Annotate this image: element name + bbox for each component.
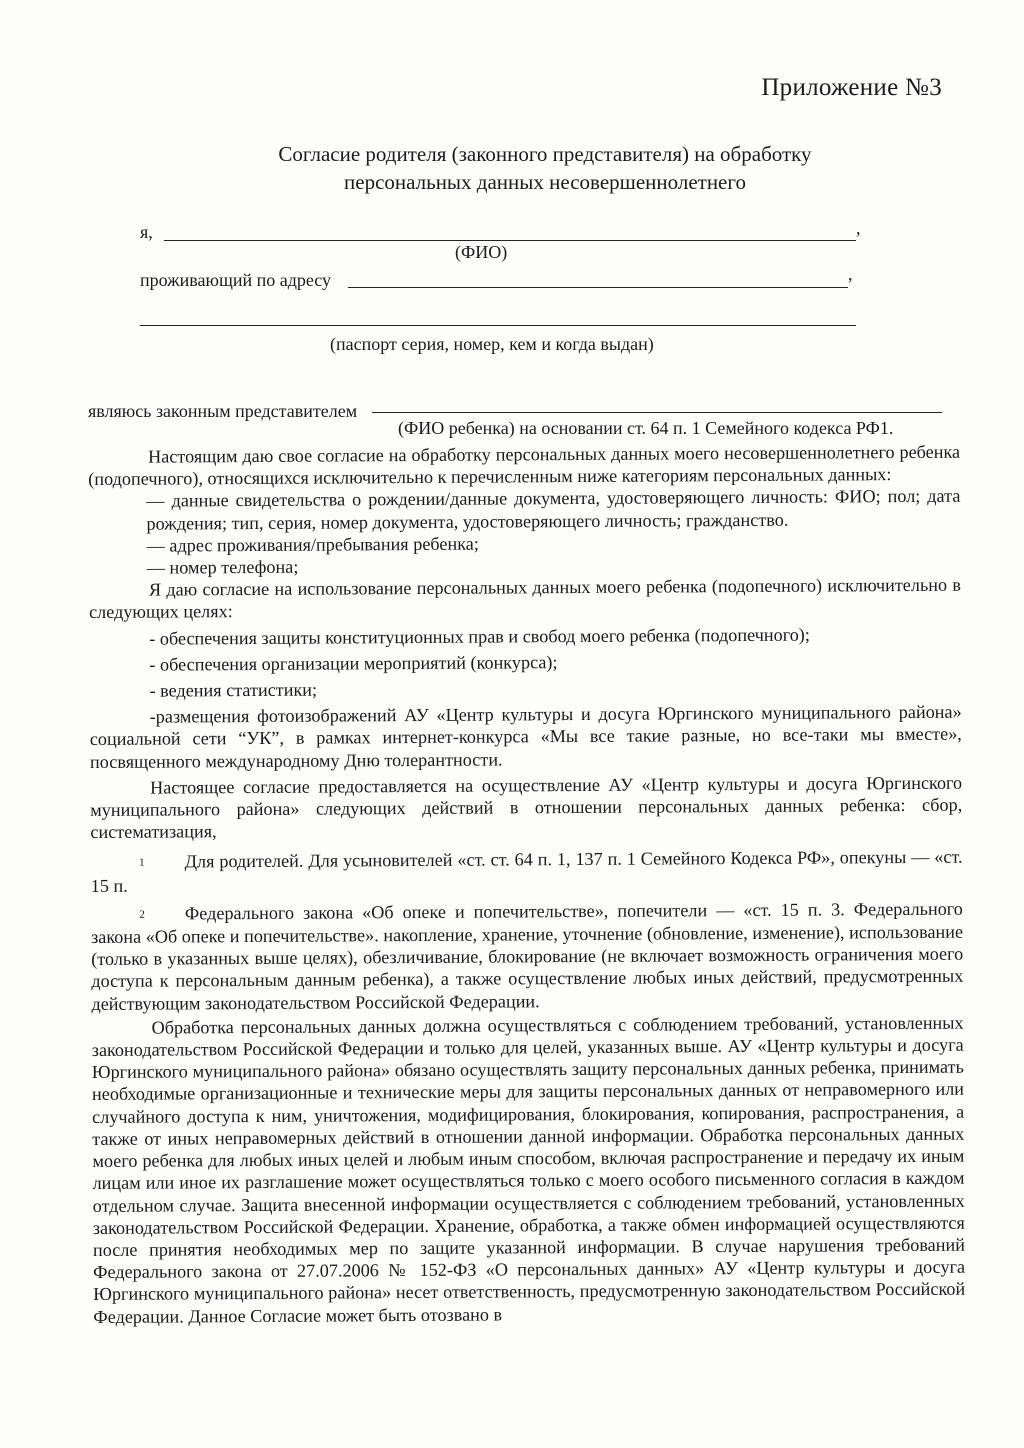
category-1 [88,485,960,535]
goal-3: - ведения статистики; [149,679,318,701]
footnote-1-number: 1 [139,857,145,870]
appendix-number: Приложение №3 [761,74,942,101]
ya-label: я, [140,222,153,242]
footnote-2-number: 2 [139,908,145,921]
address-label: проживающий по адресу [140,270,332,290]
goal-2: - обеспечения организации мероприятий (конкурса); [149,651,558,675]
footnote-2-text: Федерального закона «Об опеке и попечительстве», попечители — «ст. 15 п. 3. Федерального закона «Об опеке и попечительстве». накопление, хранение, уточнение (обновление, изменение), использование (только в указанных выше целях), обезличивание, блокирование (не включает возможность ограничения моего доступа к персональным данным ребенка), а также осуществление любых иных действий, предусмотренных действующим законодательством Российской Федерации. [90,898,964,1014]
consent-paragraph-3: Настоящее согласие предоставляется на осуществление АУ «Центр культуры и досуга Юргинского муниципального района» следующих действий в отношении персональных данных ребенка: сбор, систематизация, [90,772,963,843]
fio-caption: (ФИО) [455,242,508,262]
passport-line[interactable] [140,325,856,326]
footnote-1-text: Для родителей. Для усыновителей «ст. ст. 64 п. 1, 137 п. 1 Семейного Кодекса РФ», опекуны — «ст. 15 п. [90,847,963,896]
ya-comma: , [856,218,861,238]
consent-paragraph-4: Обработка персональных данных должна осуществляться с соблюдением требований, установленных законодательством Российской Федерации и только для целей, указанных выше. АУ «Центр культуры и досуга Юргинского муниципального района» обязано осуществлять защиту персональных данных ребенка, принимать необходимые организационные и технические меры для защиты персональных данных от неправомерного или случайного доступа к ним, уничтожения, модифицирования, блокирования, копирования, распространения, а также от иных неправомерных действий в отношении данной информации. Обработка персональных данных моего ребенка для любых иных целей и любым иным способом, включая распространение и передачу их иным лицам или иное их разглашение может осуществляться только с моего особого письменного согласия в каждом отдельном случае. Защита внесенной информации осуществляется с соблюдением требований, установленных законодательством Российской Федерации. Хранение, обработка, а также обмен информацией осуществляются после принятия необходимых мер по защите указанной информации. В случае нарушения требований Федерального закона от 27.07.2006 № 152-ФЗ «О персональных данных» АУ «Центр культуры и досуга Юргинского муниципального района» несет ответственность, предусмотренную законодательством Российской Федерации. Данное Согласие может быть отозвано в [91,1012,966,1327]
consent-paragraph-2: Я даю согласие на использование персональных данных моего ребенка (подопечного) исключительно в следующих целях: [88,574,961,623]
child-caption: (ФИО ребенка) на основании ст. 64 п. 1 Семейного кодекса РФ1. [398,418,894,438]
title-line-2: персональных данных несовершеннолетнего [344,170,746,194]
goal-4: -размещения фотоизображений АУ «Центр культуры и досуга Юргинского муниципального района» социальной сети “УК”, в рамках интернет-конкурса «Мы все такие разные, но все-таки мы вместе», посвященного международному Дню толерантности. [89,701,962,772]
address-line[interactable] [348,287,848,288]
consent-body [88,435,965,1328]
category-1-text: — данные свидетельства о рождении/данные документа, удостоверяющего личность: ФИО; пол; дата рождения; тип, серия, номер документа, удостоверяющего личность; гражданство. [146,486,961,534]
consent-paragraph-1: Настоящим даю свое согласие на обработку персональных данных моего несовершеннолетнего ребенка (подопечного), относящихся исключительно к перечисленным ниже категориям персональных данных: [88,441,961,490]
goal-1: - обеспечения защиты конституционных прав и свобод моего ребенка (подопечного); [149,624,810,649]
category-3: — номер телефона; [146,556,299,578]
title-line-1: Согласие родителя (законного представителя) на обработку [278,142,812,166]
document-title [0,140,1024,196]
fio-line[interactable] [164,240,856,241]
category-2: — адрес проживания/пребывания ребенка; [146,533,479,556]
footnote-1 [91,846,963,897]
child-fio-line[interactable] [372,412,942,413]
passport-caption: (паспорт серия, номер, кем и когда выдан) [330,334,654,354]
representative-label: являюсь законным представителем [88,401,358,421]
address-comma: , [848,264,853,284]
footnote-2 [91,898,964,1015]
